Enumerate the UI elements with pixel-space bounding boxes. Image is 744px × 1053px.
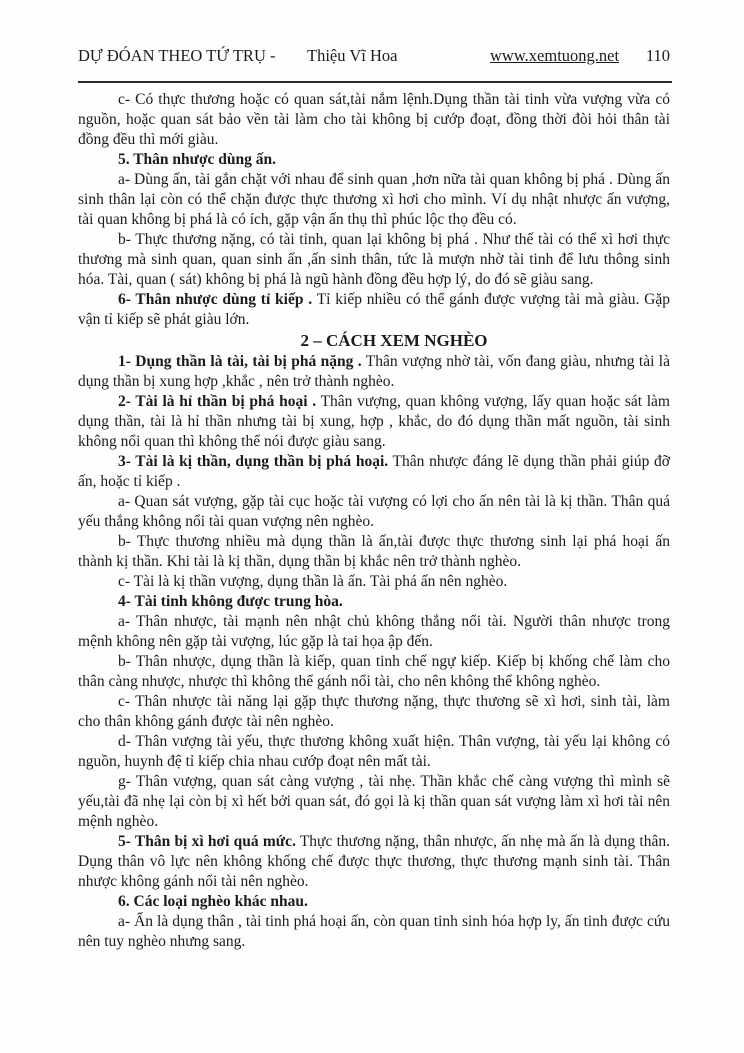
- paragraph-text: b- Thực thương nhiều mà dụng thần là ấn,tài được thực thương sinh lại phá hoại ấn thành kị thần. Khi tài là kị thần, dụng thần bị khắc nên trở thành nghèo.: [78, 533, 670, 570]
- paragraph-lead: 4- Tài tinh không được trung hòa.: [118, 593, 343, 610]
- page-content: [78, 90, 670, 952]
- paragraph: [78, 912, 670, 952]
- paragraph-lead: 3- Tài là kị thần, dụng thần bị phá hoại.: [118, 453, 389, 470]
- paragraph-text: Thân nhược đáng lẽ dụng thần phải giúp đỡ ấn, hoặc tỉ kiếp .: [78, 453, 670, 490]
- paragraph: [78, 732, 670, 772]
- page-number: 110: [645, 46, 670, 65]
- paragraph-text: Tỉ kiếp nhiều có thể gánh được vượng tài mà giàu. Gặp vận tỉ kiếp sẽ phát giàu lớn.: [78, 291, 670, 328]
- paragraph: [78, 352, 670, 392]
- paragraph-text: a- Ấn là dụng thân , tài tinh phá hoại ấn, còn quan tinh sinh hóa hợp ly, ấn tinh được cứu nên tuy nghèo nhưng sang.: [78, 913, 670, 950]
- paragraph-lead: 2- Tài là hỉ thần bị phá hoại .: [118, 393, 317, 410]
- paragraph-text: c- Có thực thương hoặc có quan sát,tài nắm lệnh.Dụng thần tài tinh vừa vượng vừa có nguồn, hoặc quan sát bảo vền tài làm cho tài không bị cướp đoạt, đồng thời đòi hỏi thân tài đồng đều thì mới giàu.: [78, 91, 670, 148]
- paragraph: [78, 170, 670, 230]
- paragraph-lead: 1- Dụng thần là tài, tài bị phá nặng .: [118, 353, 362, 370]
- paragraph: [78, 392, 670, 452]
- paragraph-lead: 5. Thân nhược dùng ấn.: [118, 151, 277, 168]
- paragraph: [78, 452, 670, 492]
- paragraph: [78, 532, 670, 572]
- paragraph-text: Thực thương nặng, thân nhược, ấn nhẹ mà ấn là dụng thân. Dụng thân vô lực nên không khống chế được thực thương, thực thương mạnh sinh tài. Thân nhược không gánh nổi tài nên nghèo.: [78, 833, 670, 890]
- page-header: [78, 46, 672, 68]
- paragraph: [78, 892, 670, 912]
- paragraph: [78, 592, 670, 612]
- paragraph: [78, 652, 670, 692]
- paragraph-text: c- Tài là kị thần vượng, dụng thần là ấn. Tài phá ấn nên nghèo.: [118, 573, 508, 590]
- paragraph-lead: 5- Thân bị xì hơi quá mức.: [118, 833, 296, 850]
- paragraph-text: d- Thân vượng tài yếu, thực thương không xuất hiện. Thân vượng, tài yếu lại không có nguồn, huynh đệ tỉ kiếp chia nhau cướp đoạt nên mất tài.: [78, 733, 670, 770]
- paragraph-text: a- Thân nhược, tài mạnh nên nhật chủ không thắng nổi tài. Người thân nhược trong mệnh không nên gặp tài vượng, lúc gặp là tai họa ập đến.: [78, 613, 670, 650]
- section-heading: 2 – CÁCH XEM NGHÈO: [300, 331, 488, 350]
- paragraph: [78, 572, 670, 592]
- paragraph: [78, 90, 670, 150]
- paragraphs-before-heading: [78, 90, 670, 330]
- paragraph-lead: 6. Các loại nghèo khác nhau.: [118, 893, 308, 910]
- paragraph-text: a- Quan sát vượng, gặp tài cục hoặc tài vượng có lợi cho ấn nên tài là kị thần. Thân quá yếu thắng không nổi tài quan vượng nên nghèo.: [78, 493, 670, 530]
- paragraph-text: Thân vượng nhờ tài, vốn đang giàu, nhưng tài là dụng thần bị xung hợp ,khắc , nên trở thành nghèo.: [78, 353, 670, 390]
- paragraph-text: b- Thân nhược, dụng thần là kiếp, quan tinh chế ngự kiếp. Kiếp bị khống chế làm cho thân càng nhược, nhược thì không thể gánh nổi tài, cho nên không thể không nghèo.: [78, 653, 670, 690]
- paragraph-text: c- Thân nhược tài năng lại gặp thực thương nặng, thực thương sẽ xì hơi, sinh tài, làm cho thân không gánh được tài nên nghèo.: [78, 693, 670, 730]
- paragraph-text: b- Thực thương nặng, có tài tinh, quan lại không bị phá . Như thế tài có thể xì hơi thực thương mà sinh quan, quan sinh ấn ,ấn sinh thân, tức là mượn nhờ tài tinh để lưu thông sinh hóa. Tài, quan ( sát) không bị phá là ngũ hành đồng đều hợp lý, do đó sẽ giàu sang.: [78, 231, 670, 288]
- book-title: DỰ ĐÓAN THEO TỨ TRỤ -: [78, 46, 276, 65]
- author-name: Thiệu Vĩ Hoa: [307, 46, 398, 65]
- paragraph-lead: 6- Thân nhược dùng tỉ kiếp .: [118, 291, 313, 308]
- paragraph-text: g- Thân vượng, quan sát càng vượng , tài nhẹ. Thần khắc chế càng vượng thì mình sẽ yếu,tài đã nhẹ lại còn bị xì hết bởi quan sát, đó gọi là kị thần quan sát vượng làm xì hơi tài nên mệnh nghèo.: [78, 773, 670, 830]
- paragraph: [78, 230, 670, 290]
- paragraph-text: a- Dùng ấn, tài gắn chặt với nhau để sinh quan ,hơn nữa tài quan không bị phá . Dùng ấn sinh thân lại còn có thể chặn được thực thương xì hơi cho mình. Ví dụ nhật nhược ấn vượng, tài quan không bị phá là có ích, gặp vận ấn thụ thì phúc lộc thọ đều có.: [78, 171, 670, 228]
- paragraph: [78, 150, 670, 170]
- paragraph: [78, 832, 670, 892]
- paragraphs-after-heading: [78, 352, 670, 952]
- paragraph: [78, 692, 670, 732]
- paragraph: [78, 772, 670, 832]
- header-rule: [78, 81, 672, 83]
- paragraph-text: Thân vượng, quan không vượng, lấy quan hoặc sát làm dụng thần, tài là hỉ thần nhưng tài bị xung, hợp , khắc, do đó dụng thần mất nguồn, tài sinh không nổi quan thì không thể nói được giàu sang.: [78, 393, 670, 450]
- paragraph: [78, 492, 670, 532]
- paragraph: [78, 290, 670, 330]
- website-link[interactable]: www.xemtuong.net: [490, 46, 620, 65]
- paragraph: [78, 612, 670, 652]
